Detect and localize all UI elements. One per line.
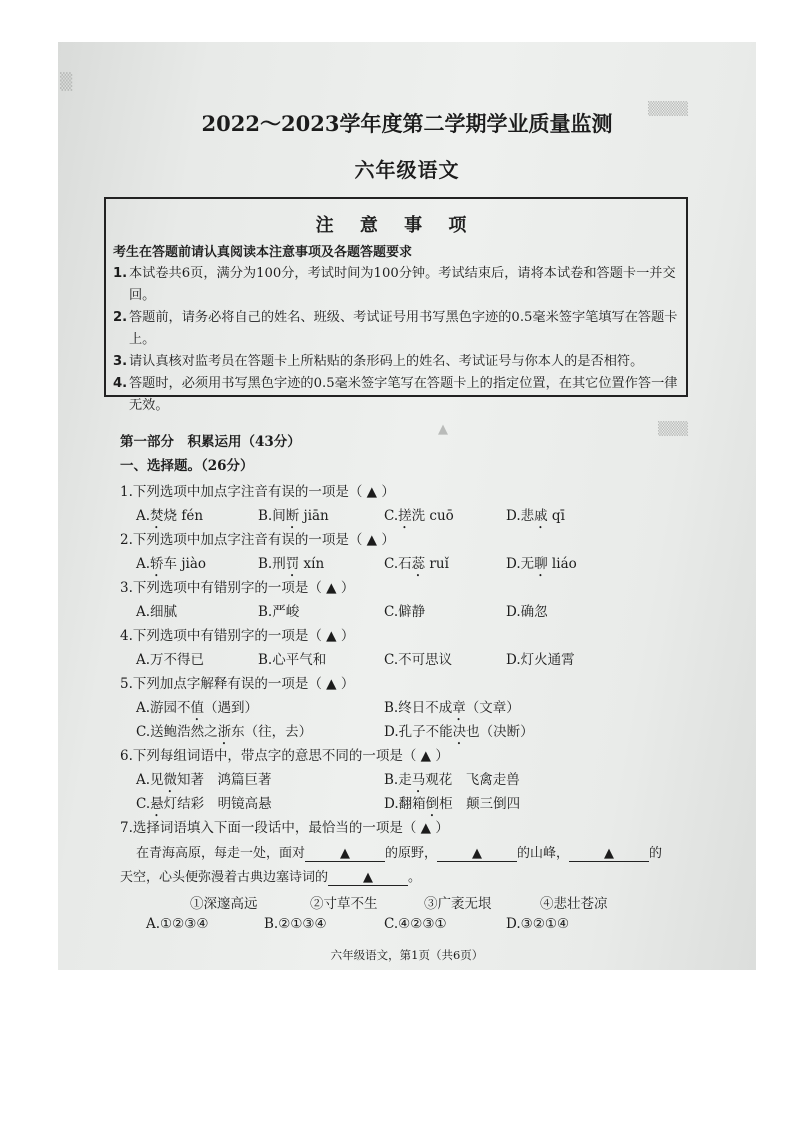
fill-blank[interactable]: ▲ [328,870,408,886]
scanned-page [58,42,756,970]
question-2-option-d: D.无聊 liáo [506,556,577,572]
question-7-stem: 7.选择词语填入下面一段话中，最恰当的一项是（ ▲ ） [120,820,449,836]
question-2-option-c: C.石蕊 ruǐ [384,556,449,572]
question-7-option-d: D.③②①④ [506,916,570,932]
question-5-option-c: C.送鲍浩然之浙东（往，去） [136,724,313,740]
question-2-stem: 2.下列选项中加点字注音有误的一项是（ ▲ ） [120,532,395,548]
question-3-stem: 3.下列选项中有错别字的一项是（ ▲ ） [120,580,355,596]
fill-blank[interactable]: ▲ [437,846,517,862]
notice-box [104,197,688,413]
question-7-word-1: ①深邃高远 [190,896,258,912]
page-footer: 六年级语文，第1页（共6页） [330,948,484,962]
bleed-through-mark: ▒▒▒ [658,422,688,437]
fill-blank[interactable]: ▲ [305,846,385,862]
question-7-word-3: ③广袤无垠 [424,896,492,912]
question-6-option-d: D.翻箱倒柜 颠三倒四 [384,796,521,812]
question-2-option-a: A.轿车 jiào [136,556,207,572]
question-6-option-b: B.走马观花 飞禽走兽 [384,772,520,788]
exam-subtitle: 六年级语文 [354,158,460,182]
question-3-option-b: B.严峻 [258,604,300,620]
question-7-option-a: A.①②③④ [146,916,209,932]
part-heading: 第一部分 积累运用（43分） [120,434,301,450]
exam-title: 2022～2023学年度第二学期学业质量监测 [201,111,613,136]
question-2-option-b: B.刑罚 xín [258,556,325,572]
question-1-option-b: B.间断 jiān [258,508,329,524]
question-7-option-b: B.②①③④ [264,916,327,932]
question-7-word-2: ②寸草不生 [310,896,378,912]
question-6-option-c: C.悬灯结彩 明镜高悬 [136,796,272,812]
question-5-option-a: A.游园不值（遇到） [136,700,259,716]
notice-heading: 考生在答题前请认真阅读本注意事项及各题答题要求 [113,245,413,260]
question-1-stem: 1.下列选项中加点字注音有误的一项是（ ▲ ） [120,484,395,500]
question-6-option-a: A.见微知著 鸿篇巨著 [136,772,272,788]
question-4-option-a: A.万不得已 [136,652,205,668]
section-heading: 一、选择题。（26分） [120,458,254,474]
fill-blank[interactable]: ▲ [569,846,649,862]
bleed-through-mark: ▒ [60,72,73,91]
question-4-option-c: C.不可思议 [384,652,453,668]
question-1-option-c: C.搓洗 cuō [384,508,454,524]
question-1-option-a: A.焚烧 fén [136,508,204,524]
question-6-stem: 6.下列每组词语中，带点字的意思不同的一项是（ ▲ ） [120,748,449,764]
question-4-option-d: D.灯火通霄 [506,652,575,668]
question-7-word-4: ④悲壮苍凉 [540,896,608,912]
question-1-option-d: D.悲戚 qī [506,508,565,524]
question-5-stem: 5.下列加点字解释有误的一项是（ ▲ ） [120,676,355,692]
notice-item: 3. 请认真核对监考员在答题卡上所粘贴的条形码上的姓名、考试证号与你本人的是否相符。 [113,354,644,369]
question-3-option-a: A.细腻 [136,604,178,620]
notice-item: 4. 答题时，必须用书写黑色字迹的0.5毫米签字笔写在答题卡上的指定位置，在其它位置作答一律无效。 [113,376,678,413]
question-7-passage-line-1: 在青海高原，每走一处，面对 ▲ 的原野， ▲ 的山峰， ▲ 的 [136,846,663,861]
question-4-stem: 4.下列选项中有错别字的一项是（ ▲ ） [120,628,355,644]
question-3-option-c: C.僻静 [384,604,426,620]
notice-title: 注 意 事 项 [315,215,477,236]
question-5-option-d: D.孔子不能决也（决断） [384,724,534,740]
question-7-passage-line-2: 天空，心头便弥漫着古典边塞诗词的 ▲ 。 [120,870,422,885]
question-5-option-b: B.终日不成章（文章） [384,700,520,716]
notice-item: 1. 本试卷共6页，满分为100分，考试时间为100分钟。考试结束后，请将本试卷和答题卡一并交回。 [113,266,676,303]
bleed-through-mark: ▲ [438,422,448,437]
question-3-option-d: D.确忽 [506,604,548,620]
bleed-through-mark: ▒▒▒▒ [648,102,688,117]
question-7-option-c: C.④②③① [384,916,447,932]
notice-item: 2. 答题前，请务必将自己的姓名、班级、考试证号用书写黑色字迹的0.5毫米签字笔填写在答题卡上。 [113,310,678,347]
question-4-option-b: B.心平气和 [258,652,327,668]
